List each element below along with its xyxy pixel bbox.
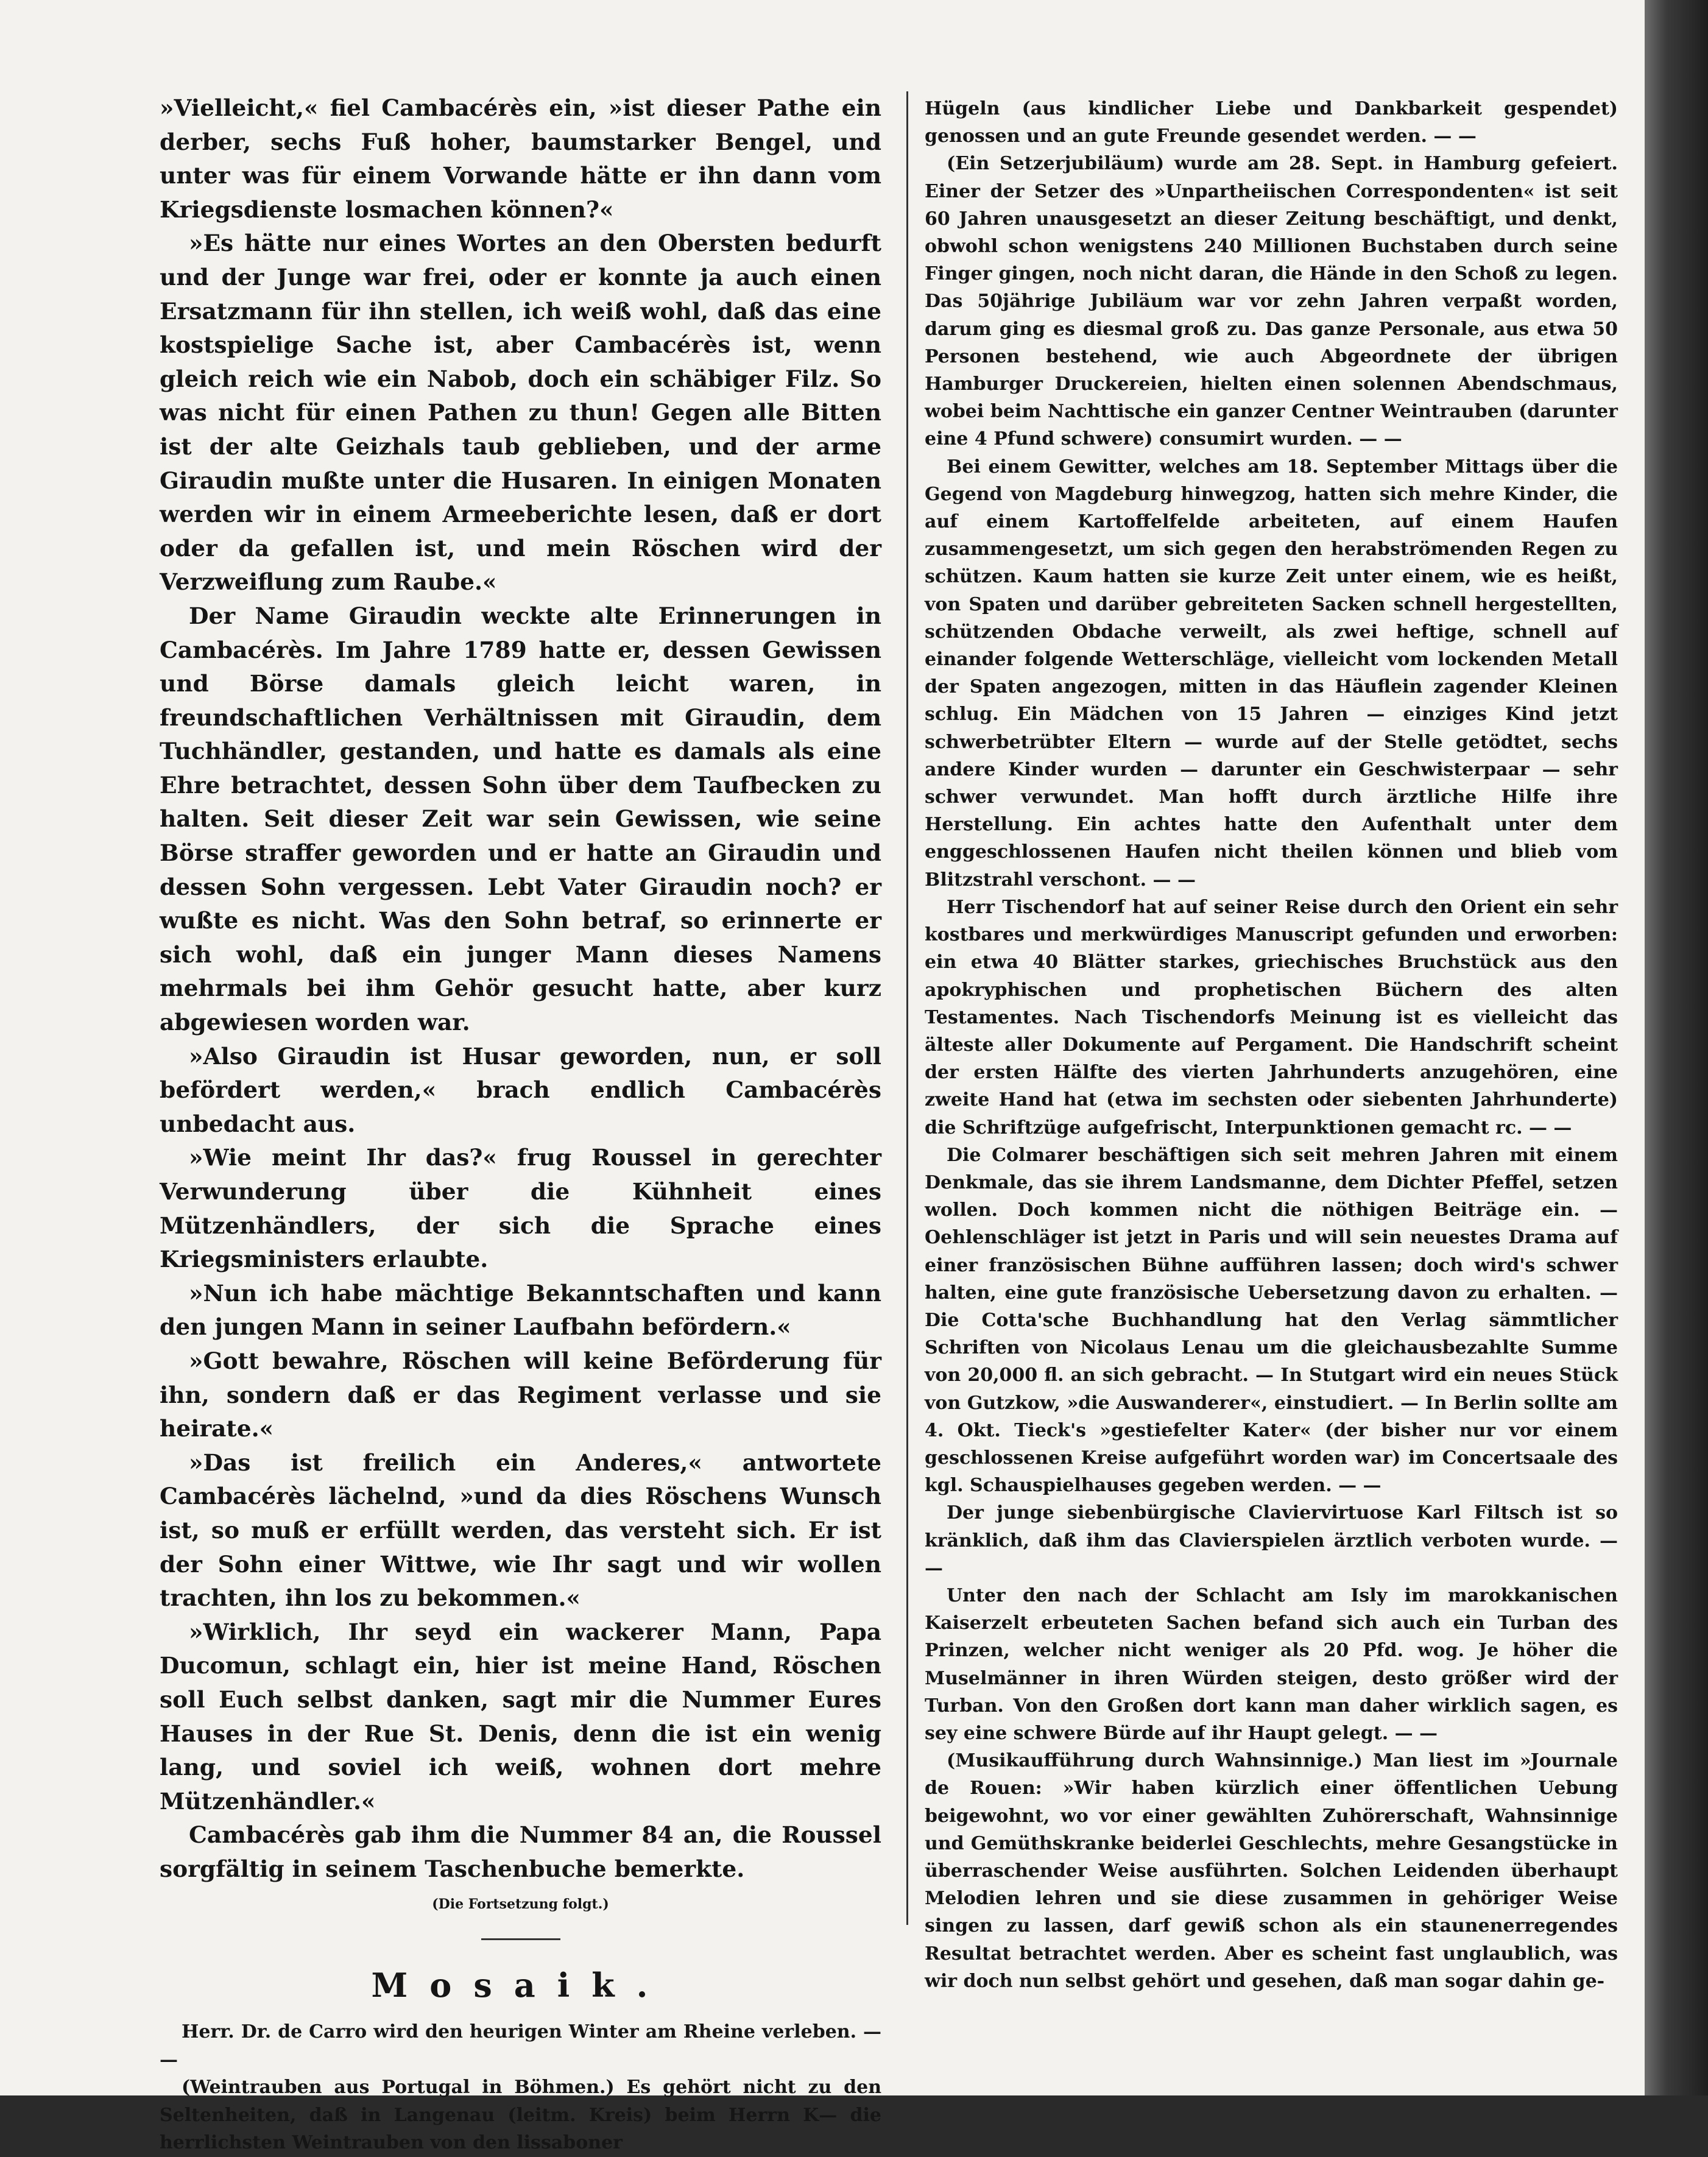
paragraph: (Ein Setzerjubiläum) wurde am 28. Sept. in Hamburg gefeiert. Einer der Setzer des »Unpartheiischen Correspondenten« ist seit 60 Jahren unausgesetzt an dieser Zeitung beschäftigt, und denkt, obwohl schon wenigstens 240 Millionen Buchstaben durch seine Finger gingen, noch nicht daran, die Hände in den Schoß zu legen. Das 50jährige Jubiläum war vor zehn Jahren verpaßt worden, darum ging es diesmal groß zu. Das ganze Personale, aus etwa 50 Personen bestehend, wie auch Abgeordnete der übrigen Hamburger Druckereien, hielten einen solennen Abendschmaus, wobei beim Nachttische ein ganzer Centner Weintrauben (darunter eine 4 Pfund schwere) consumirt wurden. — — [925,153,1618,450]
paragraph: »Es hätte nur eines Wortes an den Obersten bedurft und der Junge war frei, oder er konnte ja auch einen Ersatzmann für ihn stellen, ich weiß wohl, daß das eine kostspielige Sache ist, aber Cambacérès ist, wenn gleich reich wie ein Nabob, doch ein schäbiger Filz. So was nicht für einen Pathen zu thun! Gegen alle Bitten ist der alte Geizhals taub geblieben, und der arme Giraudin mußte unter die Husaren. In einigen Monaten werden wir in einem Armeeberichte lesen, daß er dort oder da gefallen ist, und mein Röschen wird der Verzweiflung zum Raube.« [160,230,881,596]
paragraph: »Das ist freilich ein Anderes,« antwortete Cambacérès lächelnd, »und da dies Röschens Wunsch ist, so muß er erfüllt werden, das versteht sich. Er ist der Sohn einer Wittwe, wie Ihr sagt und wir wollen trachten, ihn los zu bekommen.« [160,1449,881,1612]
section-rule [481,1938,560,1940]
right-column [925,95,1618,1995]
paragraph: Hügeln (aus kindlicher Liebe und Dankbarkeit gespendet) genossen und an gute Freunde gesendet werden. — — [925,98,1618,147]
paragraph: »Nun ich habe mächtige Bekanntschaften und kann den jungen Mann in seiner Laufbahn befördern.« [160,1279,881,1341]
scan-edge-shadow [1645,0,1708,2095]
section-title: Mosaik. [371,1966,670,2005]
paragraph: Der junge siebenbürgische Claviervirtuose Karl Filtsch ist so kränklich, daß ihm das Clavierspielen ärztlich verboten wurde. — — [925,1502,1618,1579]
paragraph: Der Name Giraudin weckte alte Erinnerungen in Cambacérès. Im Jahre 1789 hatte er, dessen Gewissen und Börse damals gleich leicht waren, in freundschaftlichen Verhältnissen mit Giraudin, dem Tuchhändler, gestanden, und hatte es damals als eine Ehre betrachtet, dessen Sohn über dem Taufbecken zu halten. Seit dieser Zeit war sein Gewissen, wie seine Börse straffer geworden und er hatte an Giraudin und dessen Sohn vergessen. Lebt Vater Giraudin noch? er wußte es nicht. Was den Sohn betraf, so erinnerte er sich wohl, daß ein junger Mann dieses Namens mehrmals bei ihm Gehör gesucht hatte, aber kurz abgewiesen worden war. [160,602,881,1036]
continuation-note: (Die Fortsetzung folgt.) [432,1896,609,1913]
paragraph: (Musikaufführung durch Wahnsinnige.) Man liest im »Journale de Rouen: »Wir haben kürzlich einer öffentlichen Uebung beigewohnt, wo vor einer gewählten Zuhörerschaft, Wahnsinnige und Gemüthskranke beiderlei Geschlechts, mehre Gesangstücke in überraschender Weise ausführten. Solchen Leidenden überhaupt Melodien lehren und sie diese zusammen in gehöriger Weise singen zu lassen, darf gewiß schon als ein staunenerregendes Resultat betrachtet werden. Aber es scheint fast unglaublich, was wir doch nun selbst gehört und gesehen, daß man sogar dahin ge- [925,1750,1618,1992]
paragraph: Unter den nach der Schlacht am Isly im marokkanischen Kaiserzelt erbeuteten Sachen befand sich auch ein Turban des Prinzen, welcher nicht weniger als 20 Pfd. wog. Je höher die Muselmänner in ihren Würden steigen, desto größer wird der Turban. Von den Großen dort kann man daher wirklich sagen, es sey eine schwere Bürde auf ihr Haupt gelegt. — — [925,1584,1618,1744]
left-column [160,91,881,2157]
paragraph: Herr Tischendorf hat auf seiner Reise durch den Orient ein sehr kostbares und merkwürdiges Manuscript gefunden und erworben: ein etwa 40 Blätter starkes, griechisches Bruchstück aus den apokryphischen und prophetischen Büchern des alten Testamentes. Nach Tischendorfs Meinung ist es vielleicht das älteste aller Dokumente auf Pergament. Die Handschrift scheint der ersten Hälfte des vierten Jahrhunderts anzugehören, eine zweite Hand hat (etwa im sechsten oder siebenten Jahrhunderte) die Schriftzüge aufgefrischt, Interpunktionen gemacht rc. — — [925,896,1618,1139]
paragraph: »Wie meint Ihr das?« frug Roussel in gerechter Verwunderung über die Kühnheit eines Mützenhändlers, der sich die Sprache eines Kriegsministers erlaubte. [160,1144,881,1273]
mosaik-paragraph: (Weintrauben aus Portugal in Böhmen.) Es gehört nicht zu den Seltenheiten, daß in Langenau (leitm. Kreis) beim Herrn K— die herrlichsten Weintrauben von den lissaboner [160,2077,881,2154]
section-rule-wrap [160,1938,881,1940]
paragraph: Cambacérès gab ihm die Nummer 84 an, die Roussel sorgfältig in seinem Taschenbuche bemerkte. [160,1821,881,1882]
mosaik-paragraph: Herr. Dr. de Carro wird den heurigen Winter am Rheine verleben. — — [160,2021,881,2071]
column-divider [906,91,908,1925]
paragraph: »Vielleicht,« fiel Cambacérès ein, »ist dieser Pathe ein derber, sechs Fuß hoher, baumstarker Bengel, und unter was für einem Vorwande hätte er ihn dann vom Kriegsdienste losmachen können?« [160,94,881,223]
paragraph: »Wirklich, Ihr seyd ein wackerer Mann, Papa Ducomun, schlagt ein, hier ist meine Hand, Röschen soll Euch selbst danken, sagt mir die Nummer Eures Hauses in der Rue St. Denis, denn die ist ein wenig lang, und soviel ich weiß, wohnen dort mehre Mützenhändler.« [160,1618,881,1815]
paragraph: »Gott bewahre, Röschen will keine Beförderung für ihn, sondern daß er das Regiment verlasse und sie heirate.« [160,1347,881,1442]
paragraph: »Also Giraudin ist Husar geworden, nun, er soll befördert werden,« brach endlich Cambacérès unbedacht aus. [160,1042,881,1137]
paragraph: Die Colmarer beschäftigen sich seit mehren Jahren mit einem Denkmale, das sie ihrem Landsmanne, dem Dichter Pfeffel, setzen wollen. Doch kommen nicht die nöthigen Beiträge ein. — Oehlenschläger ist jetzt in Paris und will sein neuestes Drama auf einer französischen Bühne aufführen lassen; doch wird's schwer halten, eine gute französische Uebersetzung davon zu erhalten. — Die Cotta'sche Buchhandlung hat den Verlag sämmtlicher Schriften von Nicolaus Lenau um die gleichausbezahlte Summe von 20,000 fl. an sich gebracht. — In Stutgart wird ein neues Stück von Gutzkow, »die Auswanderer«, einstudiert. — In Berlin sollte am 4. Okt. Tieck's »gestiefelter Kater« (der bisher nur vor einem geschlossenen Kreise aufgeführt worden war) im Concertsaale des kgl. Schauspielhauses gegeben werden. — — [925,1144,1618,1497]
paragraph: Bei einem Gewitter, welches am 18. September Mittags über die Gegend von Magdeburg hinwegzog, hatten sich mehre Kinder, die auf einem Kartoffelfelde arbeiteten, auf einem Haufen zusammengesetzt, um sich gegen den herabströmenden Regen zu schützen. Kaum hatten sie kurze Zeit unter einem, wie es heißt, von Spaten und darüber gebreiteten Sacken schnell hergestellten, schützenden Obdache verweilt, als zwei heftige, schnell auf einander folgende Wetterschläge, vielleicht vom lockenden Metall der Spaten angezogen, mitten in das Häuflein zagender Kleinen schlug. Ein Mädchen von 15 Jahren — einziges Kind jetzt schwerbetrübter Eltern — wurde auf der Stelle getödtet, sechs andere Kinder wurden — darunter ein Geschwisterpaar — sehr schwer verwundet. Man hofft durch ärztliche Hilfe ihre Herstellung. Ein achtes hatte den Aufenthalt unter dem enggeschlossenen Haufen nicht theilen können und blieb vom Blitzstrahl verschont. — — [925,456,1618,891]
